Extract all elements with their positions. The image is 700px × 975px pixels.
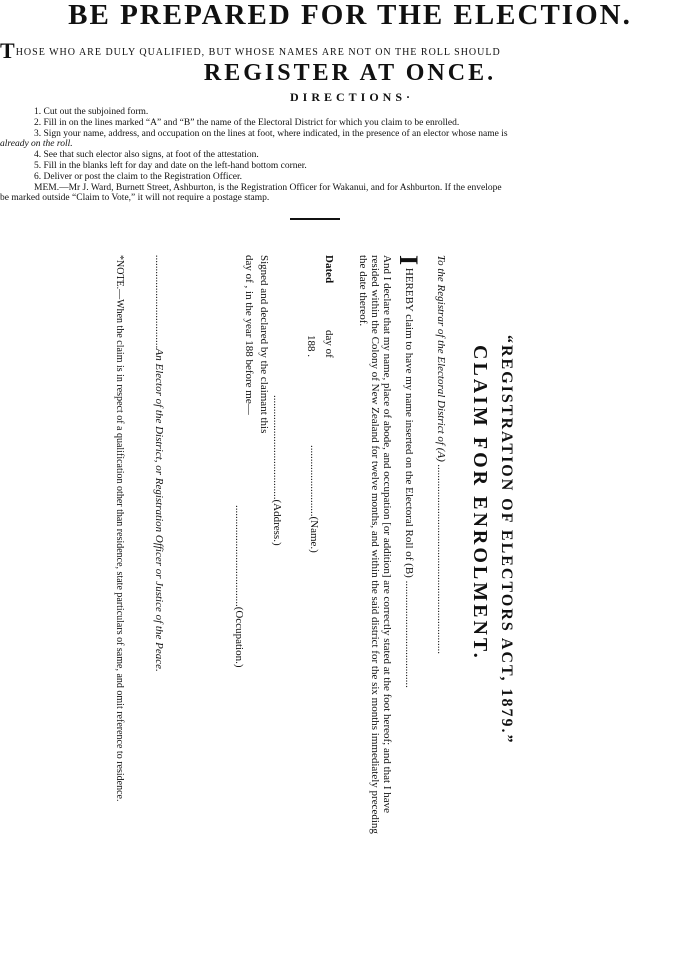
claim-line-3: resided within the Colony of New Zealand for twelve months, and within the said district for the six months immediately preceding <box>369 255 381 834</box>
day-of-field[interactable]: day of <box>323 330 335 358</box>
headline: BE PREPARED FOR THE ELECTION. <box>68 0 632 31</box>
claim-form <box>105 255 515 975</box>
subline-text: HOSE WHO ARE DULY QUALIFIED, BUT WHOSE NAMES ARE NOT ON THE ROLL SHOULD <box>15 47 501 58</box>
elector-signature-line[interactable]: ..................................An Elector of the District, or Registration Officer or Justice of the Peace. <box>153 255 165 672</box>
registrar-line[interactable]: To the Registrar of the Electoral District of (A) ..................................................................... <box>435 255 447 655</box>
directions-title: DIRECTIONS· <box>290 90 415 104</box>
address-field[interactable]: ......................................(Address.) <box>271 395 283 546</box>
claim-line-4: the date thereof. <box>357 255 369 327</box>
dated-label: Dated <box>323 255 335 284</box>
direction-item: 4. See that such elector also signs, at foot of the attestation. <box>34 150 259 161</box>
subline-dropcap: T <box>0 38 16 63</box>
footnote: *NOTE.—When the claim is in respect of a qualification other than residence, state particulars of same, and omit reference to residence. <box>114 255 125 802</box>
claim-dropcap: I <box>394 255 423 266</box>
claim-paragraph <box>357 255 423 975</box>
direction-item: 2. Fill in on the lines marked “A” and “B” the name of the Electoral District for which you claim to be enrolled. <box>34 117 460 128</box>
occupation-field[interactable]: .....................................(Occupation.) <box>233 505 245 668</box>
register-heading: REGISTER AT ONCE. <box>203 60 497 86</box>
direction-item: 6. Deliver or post the claim to the Registration Officer. <box>34 171 242 182</box>
signed-declared-line: Signed and declared by the claimant this <box>258 255 270 434</box>
directions-list <box>0 107 700 204</box>
name-field[interactable]: ..........................(Name.) <box>308 445 320 553</box>
memo-line: be marked outside “Claim to Vote,” it will not require a postage stamp. <box>0 193 270 204</box>
form-title: CLAIM FOR ENROLMENT. <box>469 345 491 661</box>
direction-item: already on the roll. <box>0 139 73 150</box>
year-field[interactable]: 188 . <box>305 335 317 357</box>
claim-line-1[interactable]: HEREBY claim to have my name inserted on the Electoral Roll of (B) ....................................... <box>403 267 415 688</box>
claim-line-2: And I declare that my name, place of abode, and occupation [or addition] are correctly stated at the foot hereof; and that I have <box>381 255 393 814</box>
divider-rule <box>290 218 340 220</box>
direction-item: 1. Cut out the subjoined form. <box>34 107 149 117</box>
form-act-title: “REGISTRATION OF ELECTORS ACT, 1879.” <box>498 335 515 745</box>
direction-item: 3. Sign your name, address, and occupation on the lines at foot, where indicated, in the presence of an elector whose name is <box>34 128 508 139</box>
signed-date-line[interactable]: day of , in the year 188 before me— <box>243 255 255 415</box>
direction-item: 5. Fill in the blanks left for day and date on the left-hand bottom corner. <box>34 160 307 171</box>
memo-line: MEM.—Mr J. Ward, Burnett Street, Ashburton, is the Registration Officer for Wakanui, and for Ashburton. If the envelope <box>34 182 502 193</box>
